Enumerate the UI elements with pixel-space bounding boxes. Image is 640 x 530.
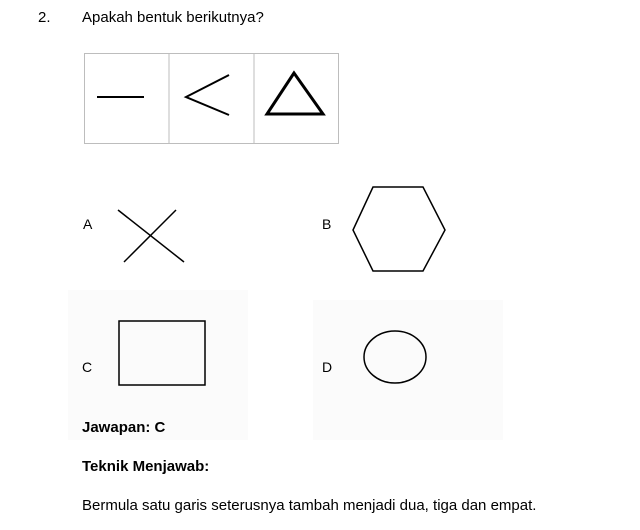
sequence-table bbox=[84, 53, 339, 144]
option-d-label: D bbox=[322, 359, 333, 375]
cross-icon bbox=[114, 206, 188, 266]
angle-icon bbox=[186, 75, 229, 115]
option-b-label: B bbox=[322, 216, 332, 232]
rectangle-icon bbox=[116, 318, 208, 388]
hexagon-icon bbox=[350, 184, 448, 274]
question-number: 2. bbox=[38, 9, 51, 26]
triangle-icon bbox=[267, 73, 323, 114]
option-c-label: C bbox=[82, 359, 93, 375]
technique-heading: Teknik Menjawab: bbox=[82, 458, 210, 475]
explanation-text: Bermula satu garis seterusnya tambah menjadi dua, tiga dan empat. bbox=[82, 497, 537, 514]
question-text: Apakah bentuk berikutnya? bbox=[82, 9, 264, 26]
ellipse-icon bbox=[361, 328, 429, 386]
answer-text: Jawapan: C bbox=[82, 419, 166, 436]
option-a-label: A bbox=[83, 216, 93, 232]
